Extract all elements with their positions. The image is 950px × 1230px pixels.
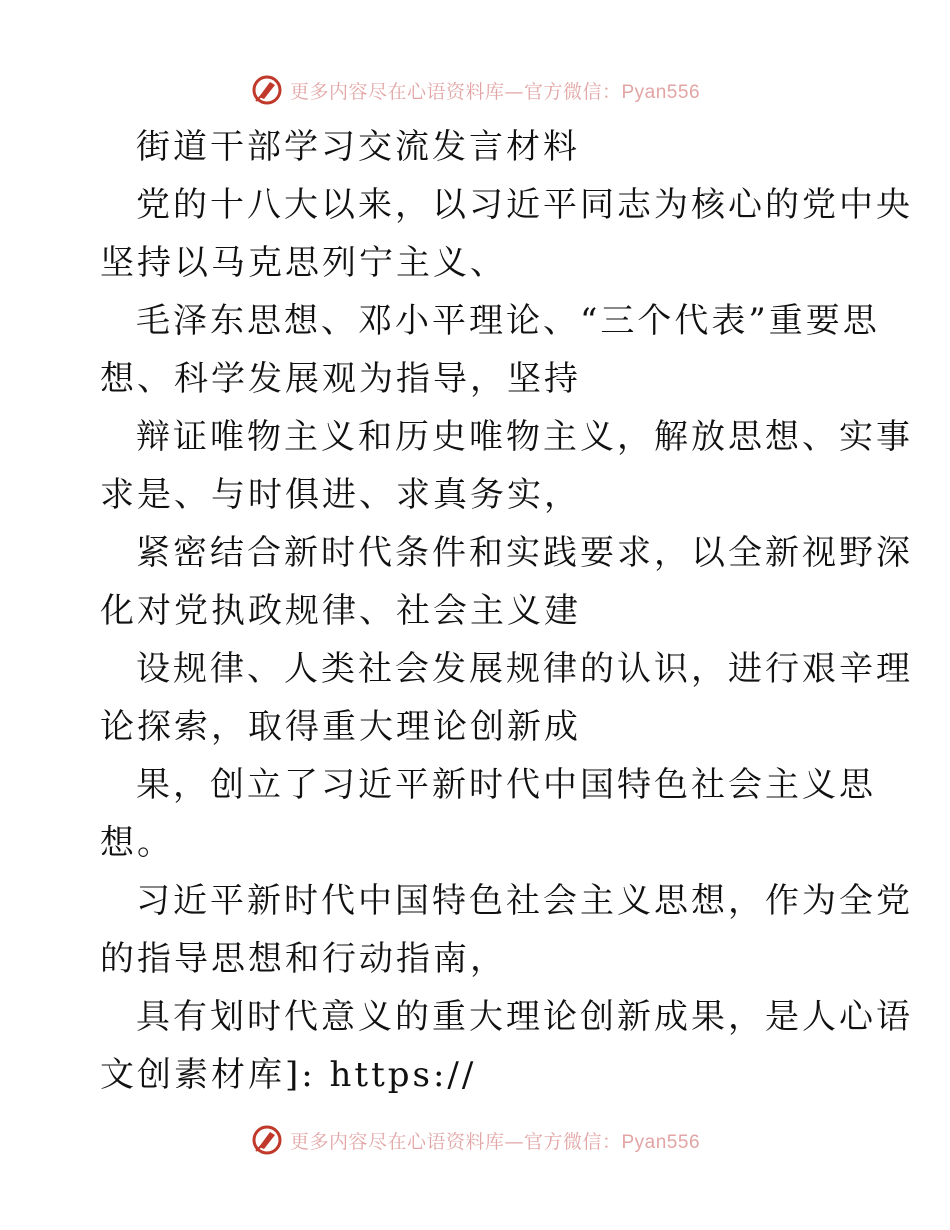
paragraph-line: 设规律、人类社会发展规律的认识，进行艰辛理 <box>136 649 913 689</box>
watermark-text: 更多内容尽在心语资料库—官方微信：Pyan556 <box>289 1130 701 1153</box>
paragraph-line: 党的十八大以来，以习近平同志为核心的党中央 <box>136 185 913 225</box>
paragraph-line: 论探索，取得重大理论创新成 <box>100 707 581 747</box>
paragraph-line: 文创素材库]: https:// <box>100 1055 477 1095</box>
paragraph-line: 果，创立了习近平新时代中国特色社会主义思 <box>136 765 876 805</box>
footer-watermark <box>0 1120 950 1160</box>
paragraph-line: 想。 <box>100 823 174 863</box>
paragraph-line: 紧密结合新时代条件和实践要求，以全新视野深 <box>136 533 913 573</box>
watermark-text: 更多内容尽在心语资料库—官方微信：Pyan556 <box>289 80 701 103</box>
document-title: 街道干部学习交流发言材料 <box>136 127 580 167</box>
document-body <box>100 118 913 1104</box>
quill-logo-icon <box>250 73 284 107</box>
paragraph-line: 毛泽东思想、邓小平理论、“三个代表”重要思 <box>136 301 880 341</box>
paragraph-line: 求是、与时俱进、求真务实， <box>100 475 581 515</box>
header-watermark <box>0 70 950 110</box>
paragraph-line: 想、科学发展观为指导，坚持 <box>100 359 581 399</box>
paragraph-line: 化对党执政规律、社会主义建 <box>100 591 581 631</box>
paragraph-line: 习近平新时代中国特色社会主义思想，作为全党 <box>136 881 913 921</box>
paragraph-line: 的指导思想和行动指南， <box>100 939 507 979</box>
paragraph-line: 辩证唯物主义和历史唯物主义，解放思想、实事 <box>136 417 913 457</box>
paragraph-line: 具有划时代意义的重大理论创新成果，是人心语 <box>136 997 913 1037</box>
paragraph-line: 坚持以马克思列宁主义、 <box>100 243 507 283</box>
quill-logo-icon <box>250 1123 284 1157</box>
